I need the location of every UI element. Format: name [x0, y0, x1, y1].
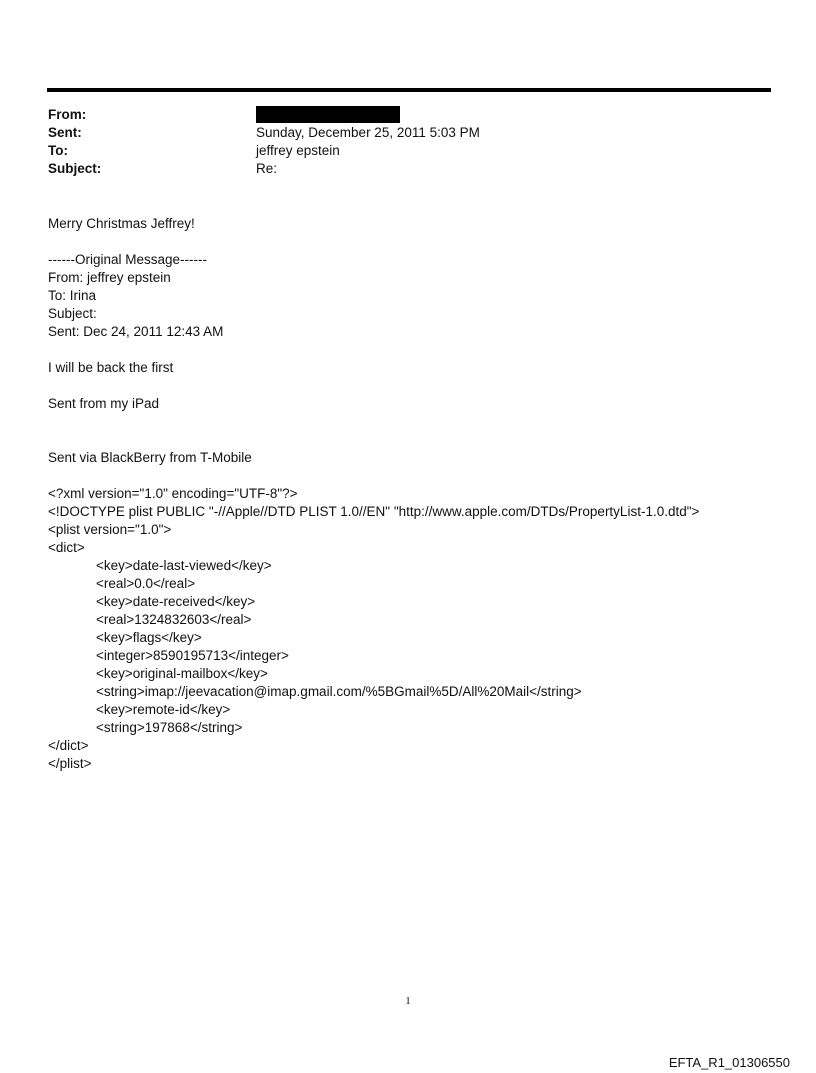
plist-entry: <key>date-last-viewed</key>	[96, 558, 272, 573]
plist-open: <plist version="1.0">	[48, 522, 172, 537]
to-label: To:	[48, 143, 68, 158]
dict-close: </dict>	[48, 738, 89, 753]
original-from: From: jeffrey epstein	[48, 270, 171, 285]
plist-entry: <string>197868</string>	[96, 720, 243, 735]
plist-close: </plist>	[48, 756, 92, 771]
original-sent: Sent: Dec 24, 2011 12:43 AM	[48, 324, 224, 339]
from-label: From:	[48, 107, 87, 122]
subject-value: Re:	[256, 161, 278, 176]
sent-value: Sunday, December 25, 2011 5:03 PM	[256, 125, 480, 140]
ipad-signature: Sent from my iPad	[48, 396, 160, 411]
header-rule	[47, 88, 771, 92]
sent-label: Sent:	[48, 125, 82, 140]
email-body	[48, 215, 788, 773]
plist-entry: <key>flags</key>	[96, 630, 202, 645]
greeting: Merry Christmas Jeffrey!	[48, 216, 195, 231]
blackberry-signature: Sent via BlackBerry from T-Mobile	[48, 450, 252, 465]
original-message-marker: ------Original Message------	[48, 252, 207, 267]
plist-entry: <integer>8590195713</integer>	[96, 648, 289, 663]
original-subject: Subject:	[48, 306, 97, 321]
plist-entry: <key>date-received</key>	[96, 594, 256, 609]
page-number: 1	[405, 995, 411, 1007]
plist-entry: <string>imap://jeevacation@imap.gmail.com/%5BGmail%5D/All%20Mail</string>	[96, 684, 582, 699]
plist-entry: <real>1324832603</real>	[96, 612, 252, 627]
plist-entry: <real>0.0</real>	[96, 576, 196, 591]
plist-entry: <key>remote-id</key>	[96, 702, 231, 717]
to-value: jeffrey epstein	[256, 143, 340, 158]
original-to: To: Irina	[48, 288, 97, 303]
dict-open: <dict>	[48, 540, 85, 555]
document-id: EFTA_R1_01306550	[668, 1055, 790, 1070]
xml-declaration: <?xml version="1.0" encoding="UTF-8"?>	[48, 486, 298, 501]
subject-label: Subject:	[48, 161, 102, 176]
plist-entry: <key>original-mailbox</key>	[96, 666, 268, 681]
redacted-sender	[256, 106, 400, 123]
message-line: I will be back the first	[48, 360, 174, 375]
doctype-line: <!DOCTYPE plist PUBLIC "-//Apple//DTD PLIST 1.0//EN" "http://www.apple.com/DTDs/PropertyList-1.0.dtd">	[48, 504, 700, 519]
